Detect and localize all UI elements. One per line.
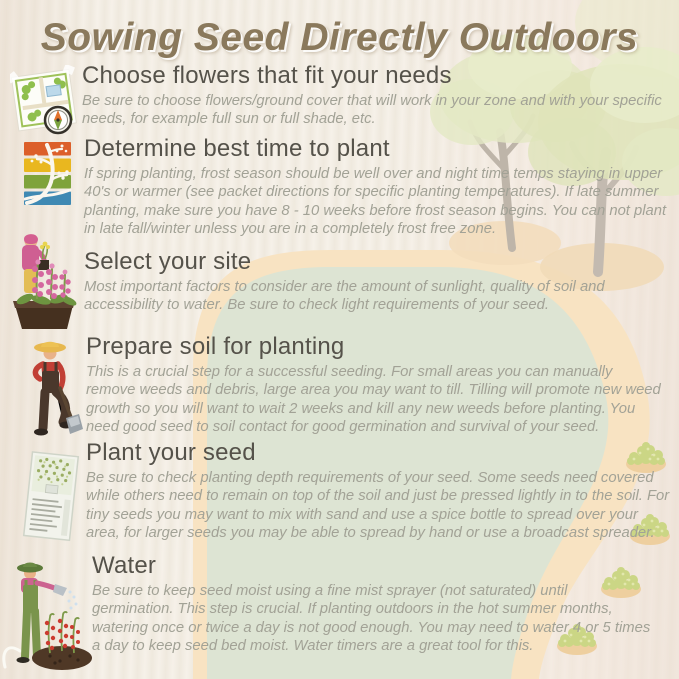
step-body: This is a crucial step for a successful seeding. For small areas you can manually remove weeds and debris, large area you may want to till. Tilling will promote new weed growth so you will want to wait 2 weeks and kill any new weeds before planting. You need good seed to soil contact for good germination and survival of your seed. (86, 363, 661, 436)
step-prepare-soil (12, 334, 662, 440)
step-choose-flowers (8, 63, 668, 137)
watering-gardener-icon (0, 559, 92, 671)
four-seasons-icon (12, 142, 84, 206)
step-heading: Determine best time to plant (84, 135, 390, 162)
step-body: Be sure to choose flowers/ground cover that will work in your zone and with your specific needs, for example full sun or full shade, etc. (82, 92, 662, 128)
step-body: Most important factors to consider are the amount of sunlight, quality of soil and accessibility to water. Be sure to check light requirements of your seed. (84, 278, 605, 314)
step-body: Be sure to keep seed moist using a fine mist sprayer (not saturated) until germination. This step is crucial. If planting outdoors in the hot summer months, watering once or twice a day is not good enough. You may need to water 4 or 5 times a day to keep seed bed moist. Water timers are a great tool for this. (92, 582, 651, 655)
step-heading: Select your site (84, 248, 252, 275)
step-water (0, 553, 652, 671)
step-heading: Plant your seed (86, 439, 256, 466)
step-body: Be sure to check planting depth requirements of your seed. Some seeds need covered while others need to remain on top of the soil and just be pressed lightly in to the soil. For tiny seeds you may want to mix with sand and use a spice bottle to spread over your area, for larger seeds you may be able to spread by hand or use a broadcast spreader. (86, 469, 670, 542)
gardener-shovel-icon (12, 338, 86, 440)
seed-packet-icon (14, 450, 86, 542)
step-heading: Water (92, 552, 157, 579)
step-body: If spring planting, frost season should be well over and night time temps staying in upper 40's or warmer (see packet directions for specific planting temperatures). If late summer planting, make sure you have 8 - 10 weeks before frost season begins. You can not plant in late fall/winter unless you are in a completely frost free zone. (84, 165, 667, 238)
garden-plan-icon (8, 65, 82, 137)
poster-title: Sowing Seed Directly Outdoors (40, 16, 639, 59)
step-heading: Choose flowers that fit your needs (82, 62, 452, 89)
flower-planter-icon (4, 229, 84, 333)
step-plant-seed (14, 440, 670, 543)
step-best-time (12, 136, 668, 239)
step-select-site (4, 249, 632, 333)
step-heading: Prepare soil for planting (86, 333, 345, 360)
